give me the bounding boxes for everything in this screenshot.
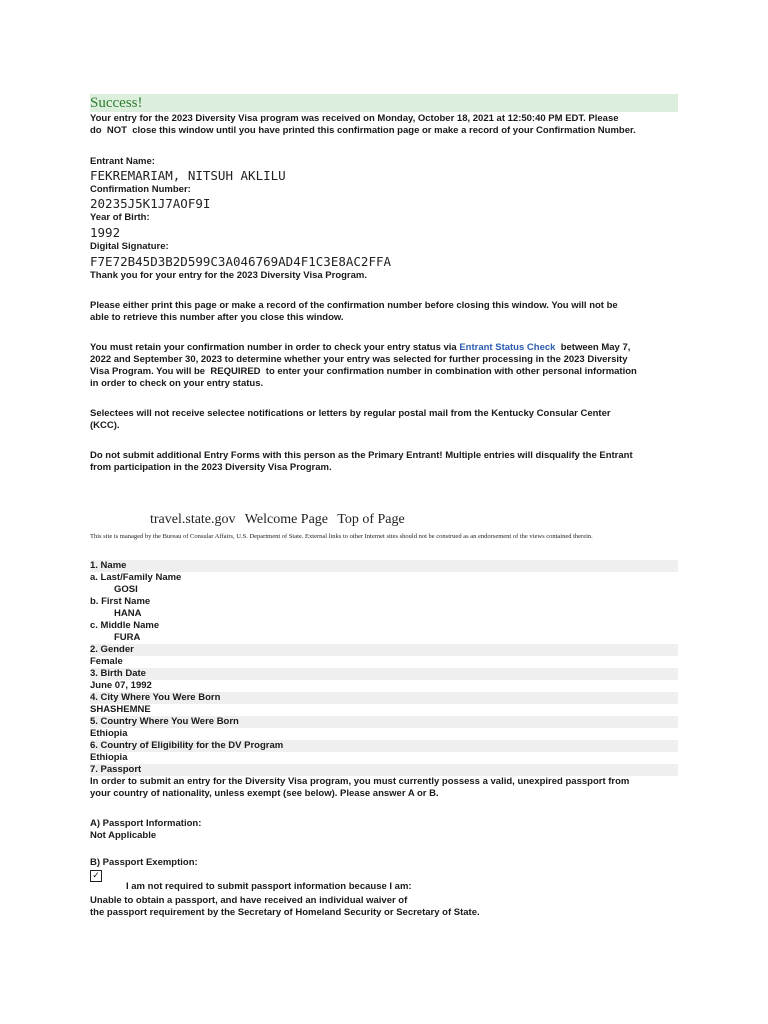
passport-text-line-1: In order to submit an entry for the Diversity Visa program, you must currently possess a valid, unexpired passport from [90,776,630,787]
disclaimer-text: This site is managed by the Bureau of Consular Affairs, U.S. Department of State. External links to other Internet sites should not be construed as an endorsement of the views contained therein. [90,533,593,540]
print-notice-line-1: Please either print this page or make a record of the confirmation number before closing this window. You will not be [90,300,618,311]
row-shade [90,644,678,656]
eligibility-country-label: 6. Country of Eligibility for the DV Program [90,740,284,751]
selectees-line-1: Selectees will not receive selectee notifications or letters by regular postal mail from the Kentucky Consular Center [90,408,611,419]
welcome-page-link[interactable]: Welcome Page [244,512,329,527]
birth-city-label: 4. City Where You Were Born [90,692,221,703]
row-shade [90,560,678,572]
passport-section-label: 7. Passport [90,764,142,775]
donot-line-2: from participation in the 2023 Diversity Visa Program. [90,462,332,473]
intro-line-1: Your entry for the 2023 Diversity Visa program was received on Monday, October 18, 2021 at 12:50:40 PM EDT. Please [90,113,619,124]
name-section-label: 1. Name [90,560,127,571]
donot-line-1: Do not submit additional Entry Forms with this person as the Primary Entrant! Multiple entries will disqualify the Entrant [90,450,633,461]
success-heading: Success! [90,94,678,112]
gender-value: Female [90,656,123,667]
retain-line-1 [90,342,630,354]
exemption-reason-line-2: the passport requirement by the Secretary of Homeland Security or Secretary of State. [90,907,480,918]
passport-exemption-label: B) Passport Exemption: [90,857,198,868]
passport-info-label: A) Passport Information: [90,818,202,829]
entrant-name-value: FEKREMARIAM, NITSUH AKLILU [90,168,286,183]
first-name-label: b. First Name [90,596,151,607]
retain-text-post: between May 7, [555,342,631,353]
intro-line-2: do NOT close this window until you have printed this confirmation page or make a record of your Confirmation Number. [90,125,636,136]
travel-state-gov-link[interactable]: travel.state.gov [150,512,236,527]
confirmation-number-value: 20235J5K1J7AOF9I [90,196,211,211]
retain-line-2: 2022 and September 30, 2023 to determine whether your entry was selected for further processing in the 2023 Diversity [90,354,628,365]
birth-city-value: SHASHEMNE [90,704,151,715]
year-of-birth-value: 1992 [90,225,121,240]
middle-name-label: c. Middle Name [90,620,160,631]
entrant-name-label: Entrant Name: [90,156,155,167]
birth-country-value: Ethiopia [90,728,128,739]
passport-exemption-checkbox[interactable]: ✓ [90,870,102,882]
year-of-birth-label: Year of Birth: [90,212,150,223]
digital-signature-value: F7E72B45D3B2D599C3A046769AD4F1C3E8AC2FFA [90,254,392,269]
eligibility-country-value: Ethiopia [90,752,128,763]
digital-signature-label: Digital Signature: [90,241,169,252]
middle-name-value: FURA [114,632,141,643]
confirmation-number-label: Confirmation Number: [90,184,191,195]
row-shade [90,764,678,776]
selectees-line-2: (KCC). [90,420,120,431]
exemption-statement: I am not required to submit passport information because I am: [126,881,412,892]
birth-date-label: 3. Birth Date [90,668,146,679]
last-name-value: GOSI [114,584,138,595]
gender-label: 2. Gender [90,644,134,655]
passport-info-value: Not Applicable [90,830,157,841]
exemption-reason-line-1: Unable to obtain a passport, and have received an individual waiver of [90,895,408,906]
first-name-value: HANA [114,608,142,619]
birth-country-label: 5. Country Where You Were Born [90,716,239,727]
last-name-label: a. Last/Family Name [90,572,182,583]
footer-nav [150,512,411,528]
top-of-page-link[interactable]: Top of Page [337,512,405,527]
entrant-status-check-link[interactable]: Entrant Status Check [459,342,556,353]
retain-line-3: Visa Program. You will be REQUIRED to enter your confirmation number in combination with other personal information [90,366,637,377]
retain-line-4: in order to check on your entry status. [90,378,264,389]
print-notice-line-2: able to retrieve this number after you close this window. [90,312,344,323]
retain-text-pre: You must retain your confirmation number in order to check your entry status via [90,342,460,353]
passport-text-line-2: your country of nationality, unless exempt (see below). Please answer A or B. [90,788,439,799]
thank-you-text: Thank you for your entry for the 2023 Diversity Visa Program. [90,270,367,281]
birth-date-value: June 07, 1992 [90,680,152,691]
row-shade [90,668,678,680]
